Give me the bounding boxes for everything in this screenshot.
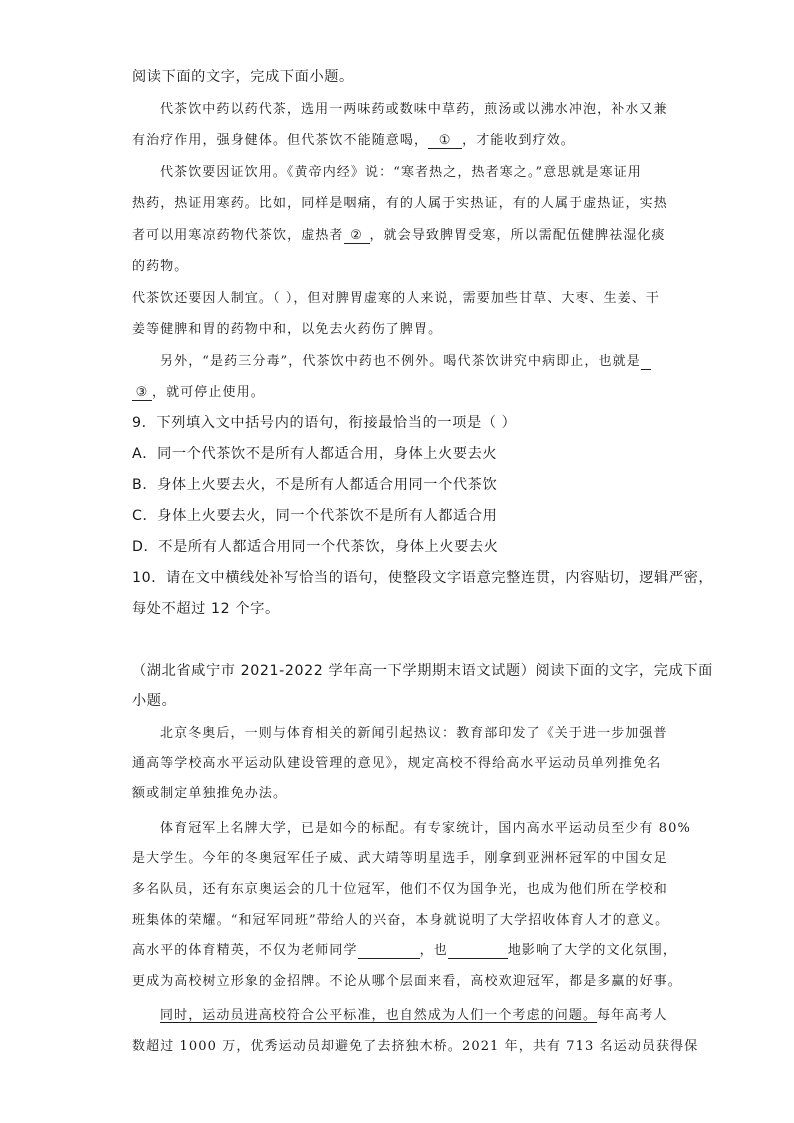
passage2-line: 北京冬奥后，一则与体育相关的新闻引起热议：教育部印发了《关于进一步加强普: [160, 726, 668, 741]
passage2-line: 同时，运动员进高校符合公平标准，也自然成为人们一个考虑的问题。每年高考人: [160, 1008, 668, 1023]
option-c: C．身体上火要去火，同一个代茶饮不是所有人都适合用: [132, 508, 498, 524]
passage2-line: 班集体的荣耀。“和冠军同班”带给人的兴奋，本身就说明了大学招收体育人才的意义。: [132, 913, 670, 928]
section2-heading: （湖北省咸宁市 2021-2022 学年高一下学期期末语文试题）阅读下面的文字，完成下面: [132, 663, 713, 679]
answer-blank-1: ①: [428, 133, 462, 149]
passage1-line: 代茶饮中药以药代茶，选用一两味药或数味中草药，煎汤或以沸水冲泡，补水又兼: [160, 102, 668, 117]
passage2-line: 体育冠军上名牌大学，已是如今的标配。有专家统计，国内高水平运动员至少有 80%: [160, 821, 691, 836]
question-9: 9．下列填入文中括号内的语句，衔接最恰当的一项是（ ）: [132, 415, 517, 431]
passage2-line: 额或制定单独推免办法。: [132, 786, 288, 801]
option-d: D．不是所有人都适合用同一个代茶饮，身体上火要去火: [132, 539, 499, 555]
section2-heading: 小题。: [132, 693, 177, 709]
option-b: B．身体上火要去火，不是所有人都适合用同一个代茶饮: [132, 477, 498, 493]
answer-blank-a: [358, 943, 420, 959]
question-10: 每处不超过 12 个字。: [132, 601, 280, 617]
question-10: 10．请在文中横线处补写恰当的语句，使整段文字语意完整连贯，内容贴切，逻辑严密，: [132, 570, 714, 586]
passage1-line: 另外，“是药三分毒”，代茶饮中药也不例外。喝代茶饮讲究中病即止，也就是: [160, 350, 651, 370]
underlined-sentence: 同时，运动员进高校符合公平标准，也自然成为人们一个考虑的问题。: [160, 1008, 598, 1023]
passage1-line: 代茶饮还要因人制宜。（ ），但对脾胃虚寒的人来说，需要加些甘草、大枣、生姜、干: [132, 291, 661, 306]
instruction-text: 阅读下面的文字，完成下面小题。: [132, 69, 354, 85]
answer-blank-3: ③: [132, 385, 152, 401]
passage2-line: 高水平的体育精英，不仅为老师同学 ，也 地影响了大学的文化氛围，: [132, 943, 678, 958]
passage2-line: 是大学生。今年的冬奥冠军任子威、武大靖等明星选手，刚拿到亚洲杯冠军的中国女足: [132, 851, 668, 866]
answer-blank-2: ②: [344, 228, 370, 244]
passage1-line: 热药，热证用寒药。比如，同样是咽痛，有的人属于实热证，有的人属于虚热证，实热: [132, 196, 668, 211]
passage1-line: ③ ，就可停止使用。: [132, 381, 265, 401]
passage1-line: 有治疗作用，强身健体。但代茶饮不能随意喝， ① ，才能收到疗效。: [132, 133, 575, 148]
passage1-line: 的药物。: [132, 259, 189, 274]
passage2-line: 多名队员，还有东京奥运会的几十位冠军，他们不仅为国争光，也成为他们所在学校和: [132, 882, 668, 897]
passage2-line: 数超过 1000 万，优秀运动员却避免了去挤独木桥。2021 年，共有 713 名运动员获得保: [132, 1039, 699, 1054]
option-a: A．同一个代茶饮不是所有人都适合用，身体上火要去火: [132, 446, 498, 462]
answer-blank-b: [448, 943, 508, 959]
passage1-line: 代茶饮要因证饮用。《黄帝内经》说：“寒者热之，热者寒之。”意思就是寒证用: [160, 165, 642, 180]
passage2-line: 通高等学校高水平运动队建设管理的意见》，规定高校不得给高水平运动员单列推免名: [132, 756, 662, 771]
passage1-line: 者可以用寒凉药物代茶饮，虚热者 ② ，就会导致脾胃受寒，所以需配伍健脾祛湿化痰: [132, 228, 666, 243]
passage2-line: 更成为高校树立形象的金招牌。不论从哪个层面来看，高校欢迎冠军，都是多赢的好事。: [132, 974, 682, 989]
passage1-line: 姜等健脾和胃的药物中和，以免去火药伤了脾胃。: [132, 322, 443, 337]
